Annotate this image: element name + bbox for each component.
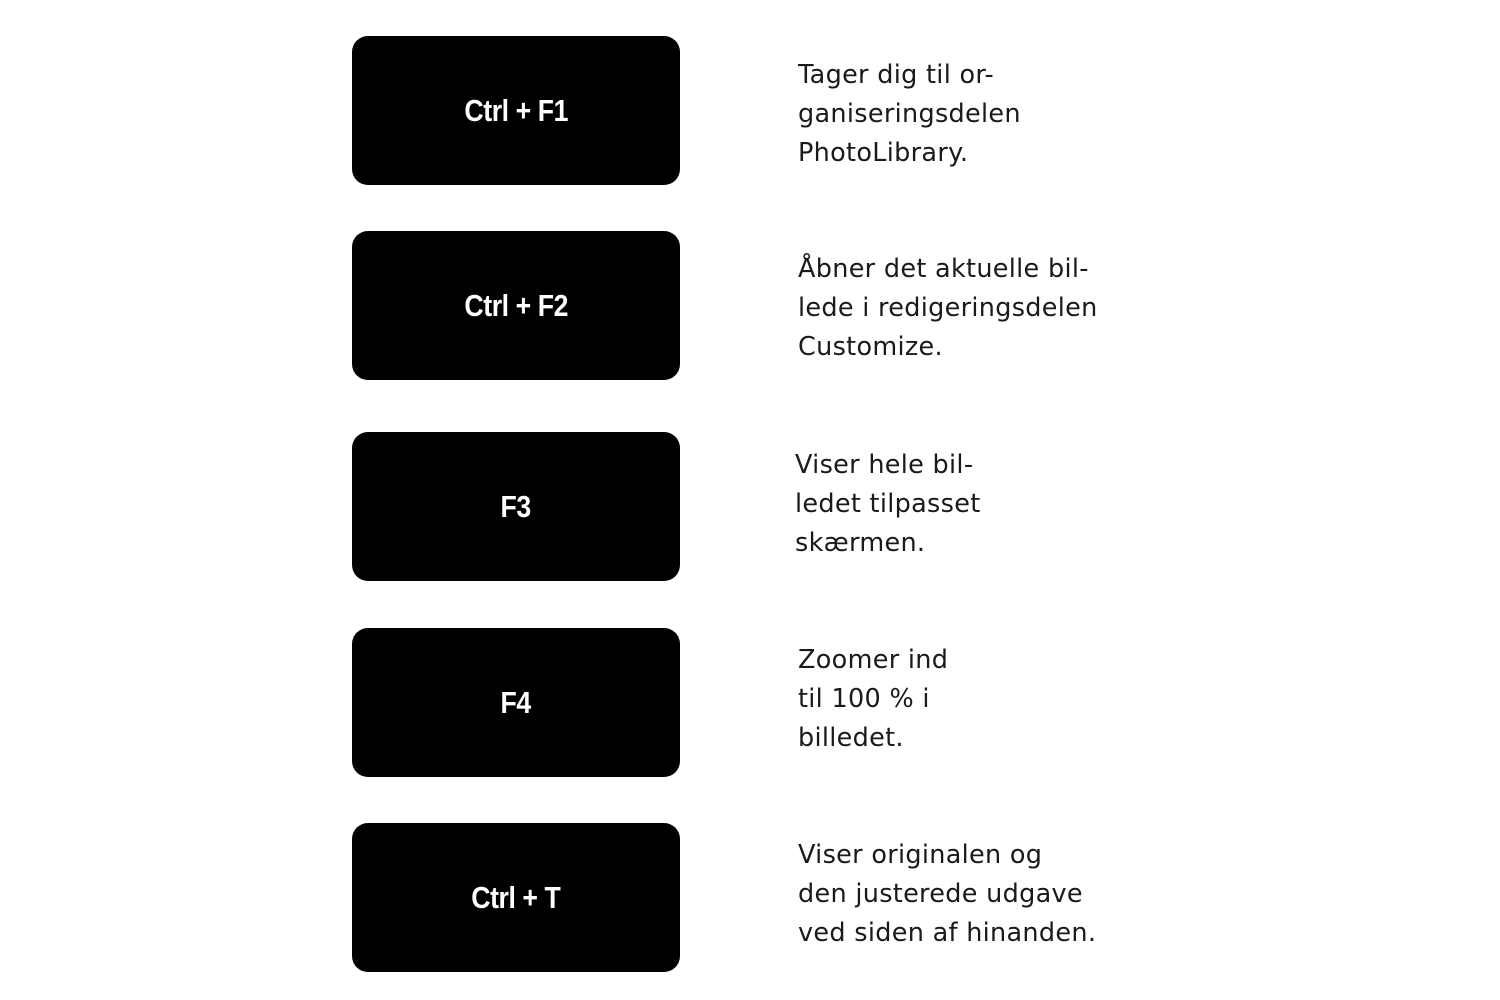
description-line: Zoomer ind	[798, 645, 949, 675]
shortcut-description	[795, 446, 981, 563]
description-line: lede i redigeringsdelen	[798, 293, 1098, 323]
key-label: F4	[500, 684, 532, 720]
key-ctrl-t	[352, 823, 680, 972]
shortcut-description	[798, 56, 1021, 173]
shortcut-description	[798, 250, 1098, 367]
description-line: billedet.	[798, 723, 904, 753]
description-line: PhotoLibrary.	[798, 138, 969, 168]
key-label: Ctrl + F1	[464, 92, 568, 128]
description-line: den justerede udgave	[798, 879, 1083, 909]
description-line: ved siden af hinanden.	[798, 918, 1097, 948]
shortcut-description	[798, 836, 1096, 953]
description-line: Tager dig til or-	[798, 60, 995, 90]
description-line: Åbner det aktuelle bil-	[798, 254, 1089, 284]
shortcut-description	[798, 641, 948, 758]
key-f3	[352, 432, 680, 581]
description-line: ledet tilpasset	[795, 489, 981, 519]
description-line: ganiseringsdelen	[798, 99, 1021, 129]
description-line: skærmen.	[795, 528, 926, 558]
description-line: Viser originalen og	[798, 840, 1043, 870]
key-ctrl-f1	[352, 36, 680, 185]
key-label: F3	[500, 488, 532, 524]
description-line: Customize.	[798, 332, 943, 362]
description-line: Viser hele bil-	[795, 450, 974, 480]
key-f4	[352, 628, 680, 777]
key-label: Ctrl + F2	[464, 287, 568, 323]
description-line: til 100 % i	[798, 684, 930, 714]
key-ctrl-f2	[352, 231, 680, 380]
key-label: Ctrl + T	[471, 879, 561, 915]
